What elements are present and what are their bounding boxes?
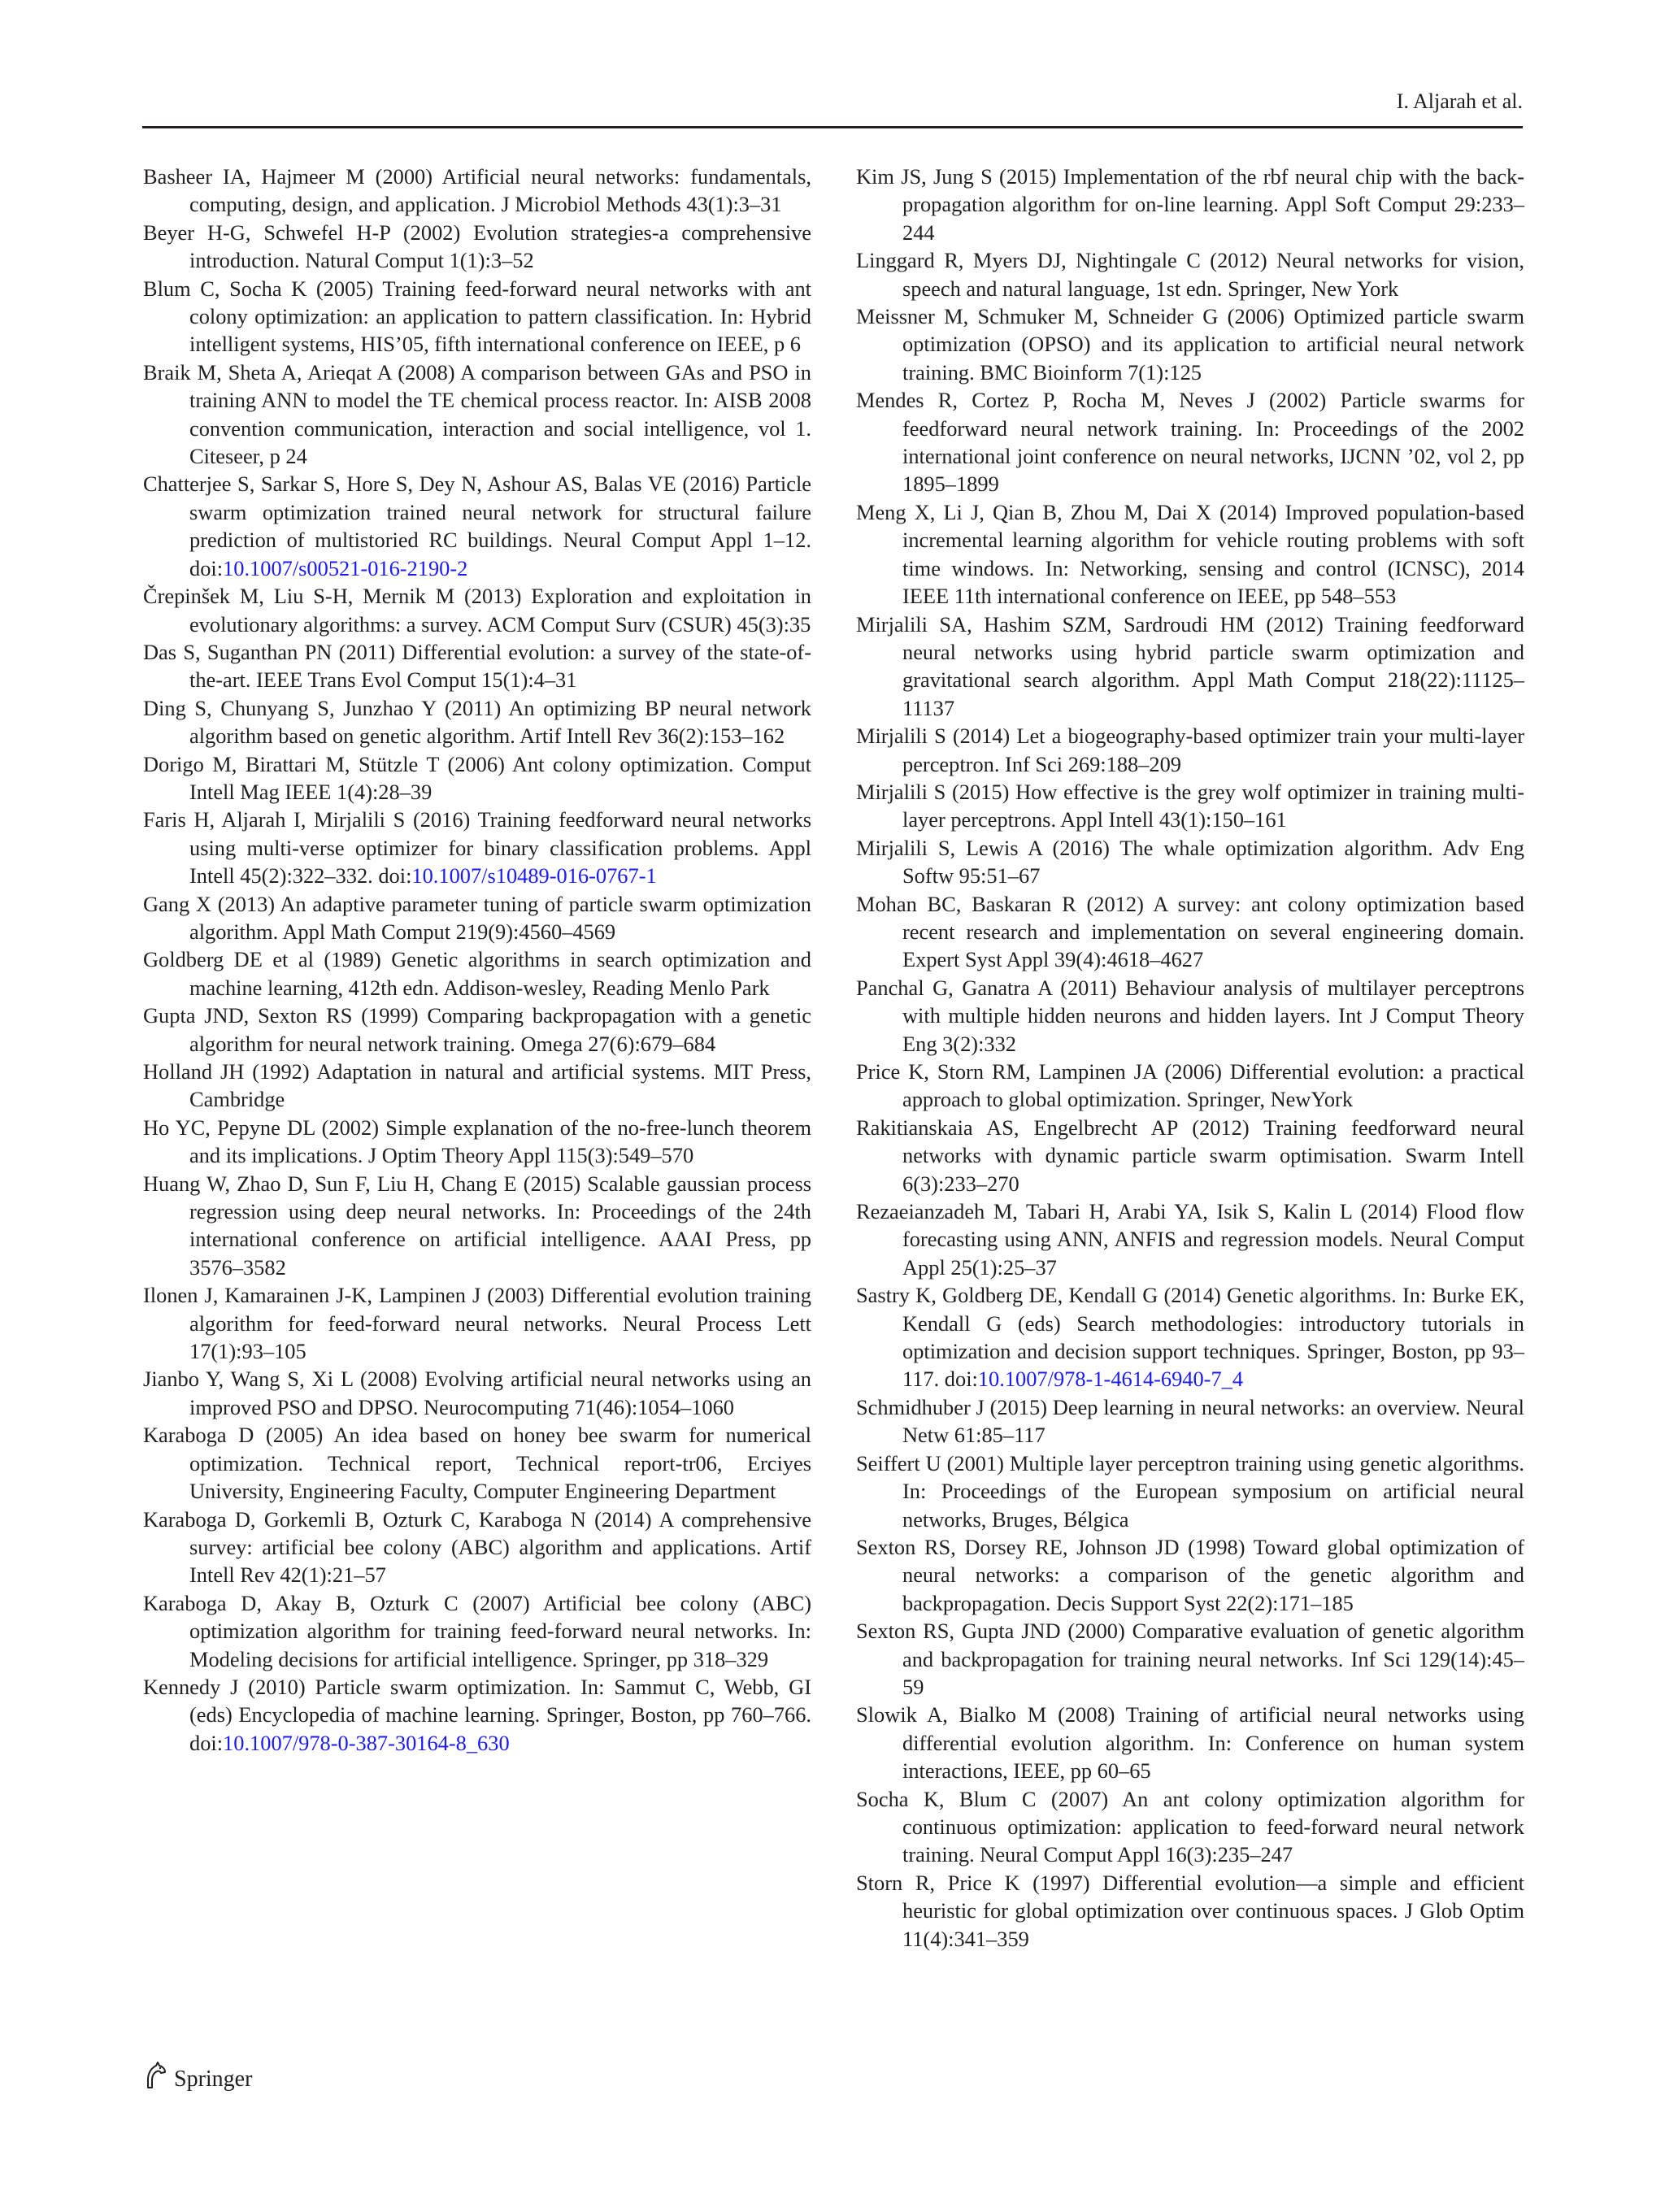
reference-text: Basheer IA, Hajmeer M (2000) Artificial neural networks: fundamentals, computing, design, and application. J Microbiol Methods 43(1):3–31	[143, 164, 811, 217]
reference-entry	[856, 974, 1524, 1058]
reference-text: Meissner M, Schmuker M, Schneider G (2006) Optimized particle swarm optimization (OPSO) and its application to artificial neural network training. BMC Bioinform 7(1):125	[856, 304, 1524, 385]
reference-text: Das S, Suganthan PN (2011) Differential evolution: a survey of the state-of-the-art. IEEE Trans Evol Comput 15(1):4–31	[143, 639, 811, 693]
reference-entry	[856, 1281, 1524, 1393]
reference-text: Faris H, Aljarah I, Mirjalili S (2016) Training feedforward neural networks using multi-verse optimizer for binary classification problems. Appl Intell 45(2):322–332. doi:	[143, 807, 811, 889]
reference-entry	[856, 498, 1524, 611]
reference-entry	[143, 945, 811, 1002]
header-rule	[142, 126, 1523, 128]
reference-text: Linggard R, Myers DJ, Nightingale C (2012) Neural networks for vision, speech and natural language, 1st edn. Springer, New York	[856, 248, 1524, 301]
reference-text: Huang W, Zhao D, Sun F, Liu H, Chang E (2015) Scalable gaussian process regression using deep neural networks. In: Proceedings of the 24th international conference on artificial intelligence. AAAI Press, pp 3576–3582	[143, 1171, 811, 1280]
reference-text: Storn R, Price K (1997) Differential evolution—a simple and efficient heuristic for global optimization over continuous spaces. J Glob Optim 11(4):341–359	[856, 1870, 1524, 1951]
reference-text: Ding S, Chunyang S, Junzhao Y (2011) An optimizing BP neural network algorithm based on genetic algorithm. Artif Intell Rev 36(2):153–162	[143, 695, 811, 749]
reference-text: Kim JS, Jung S (2015) Implementation of the rbf neural chip with the back-propagation algorithm for on-line learning. Appl Soft Comput 29:233–244	[856, 164, 1524, 245]
reference-entry	[856, 1058, 1524, 1114]
reference-text: Holland JH (1992) Adaptation in natural and artificial systems. MIT Press, Cambridge	[143, 1059, 811, 1112]
reference-text: Slowik A, Bialko M (2008) Training of artificial neural networks using differential evolution algorithm. In: Conference on human system interactions, IEEE, pp 60–65	[856, 1702, 1524, 1784]
doi-link[interactable]: 10.1007/s00521-016-2190-2	[223, 555, 468, 580]
reference-entry	[143, 806, 811, 889]
reference-text: Ilonen J, Kamarainen J-K, Lampinen J (2003) Differential evolution training algorithm for feed-forward neural networks. Neural Process Lett 17(1):93–105	[143, 1283, 811, 1364]
reference-entry	[143, 1365, 811, 1421]
reference-text: Mirjalili S (2014) Let a biogeography-based optimizer train your multi-layer perceptron. Inf Sci 269:188–209	[856, 724, 1524, 776]
reference-text: Mendes R, Cortez P, Rocha M, Neves J (2002) Particle swarms for feedforward neural network training. In: Proceedings of the 2002 international joint conference on neural networks, IJCNN ’02, vol 2, pp 1895–1899	[856, 388, 1524, 497]
reference-entry	[143, 1002, 811, 1058]
reference-text: Beyer H-G, Schwefel H-P (2002) Evolution strategies-a comprehensive introduction. Natural Comput 1(1):3–52	[143, 219, 811, 273]
reference-text: Socha K, Blum C (2007) An ant colony optimization algorithm for continuous optimization: application to feed-forward neural network training. Neural Comput Appl 16(3):235–247	[856, 1786, 1524, 1867]
reference-entry	[143, 638, 811, 694]
reference-column-left	[143, 163, 811, 1757]
reference-text: Kennedy J (2010) Particle swarm optimization. In: Sammut C, Webb, GI (eds) Encyclopedia of machine learning. Springer, Boston, pp 760–766. doi:	[143, 1674, 811, 1755]
reference-entry	[143, 163, 811, 219]
reference-text: Blum C, Socha K (2005) Training feed-forward neural networks with ant colony optimization: an application to pattern classification. In: Hybrid intelligent systems, HIS’05, fifth international conference on IEEE, p 6	[143, 276, 811, 357]
reference-entry	[856, 1785, 1524, 1869]
reference-entry	[856, 246, 1524, 302]
reference-text: Seiffert U (2001) Multiple layer perceptron training using genetic algorithms. In: Proceedings of the European symposium on artificial neural networks, Bruges, Bélgica	[856, 1450, 1524, 1532]
reference-text: Mirjalili S (2015) How effective is the grey wolf optimizer in training multi-layer perceptrons. Appl Intell 43(1):150–161	[856, 779, 1524, 832]
reference-text: Mohan BC, Baskaran R (2012) A survey: ant colony optimization based recent research and implementation on several engineering domain. Expert Syst Appl 39(4):4618–4627	[856, 891, 1524, 972]
reference-entry	[856, 1701, 1524, 1784]
reference-entry	[856, 1197, 1524, 1281]
reference-entry	[143, 750, 811, 806]
reference-text: Mirjalili S, Lewis A (2016) The whale optimization algorithm. Adv Eng Softw 95:51–67	[856, 835, 1524, 889]
reference-text: Braik M, Sheta A, Arieqat A (2008) A comparison between GAs and PSO in training ANN to model the TE chemical process reactor. In: AISB 2008 convention communication, interaction and social intelligence, vol 1. Citeseer, p 24	[143, 359, 811, 469]
reference-entry	[856, 1114, 1524, 1197]
reference-entry	[143, 1421, 811, 1505]
reference-entry	[856, 1449, 1524, 1533]
reference-entry	[143, 1281, 811, 1365]
reference-entry	[856, 1617, 1524, 1701]
springer-horse-icon	[143, 2062, 174, 2097]
reference-text: Sastry K, Goldberg DE, Kendall G (2014) Genetic algorithms. In: Burke EK, Kendall G (eds) Search methodologies: introductory tutorials in optimization and decision support techniques. Springer, Boston, pp 93–117. doi:	[856, 1283, 1524, 1392]
reference-entry	[856, 778, 1524, 834]
reference-text: Panchal G, Ganatra A (2011) Behaviour analysis of multilayer perceptrons with multiple hidden neurons and hidden layers. Int J Comput Theory Eng 3(2):332	[856, 975, 1524, 1056]
reference-text: Rezaeianzadeh M, Tabari H, Arabi YA, Isik S, Kalin L (2014) Flood flow forecasting using ANN, ANFIS and regression models. Neural Comput Appl 25(1):25–37	[856, 1199, 1524, 1280]
reference-text: Chatterjee S, Sarkar S, Hore S, Dey N, Ashour AS, Balas VE (2016) Particle swarm optimization trained neural network for structural failure prediction of multistoried RC buildings. Neural Comput Appl 1–12. doi:	[143, 472, 811, 580]
reference-entry	[856, 386, 1524, 498]
reference-text: Karaboga D (2005) An idea based on honey bee swarm for numerical optimization. Technical report, Technical report-tr06, Erciyes University, Engineering Faculty, Computer Engineering Department	[143, 1423, 811, 1504]
reference-text: Schmidhuber J (2015) Deep learning in neural networks: an overview. Neural Netw 61:85–117	[856, 1394, 1524, 1448]
reference-text: Karaboga D, Akay B, Ozturk C (2007) Artificial bee colony (ABC) optimization algorithm for training feed-forward neural networks. In: Modeling decisions for artificial intelligence. Springer, pp 318–329	[143, 1590, 811, 1671]
reference-entry	[143, 1114, 811, 1170]
reference-entry	[856, 834, 1524, 890]
reference-entry	[143, 1170, 811, 1282]
reference-text: Mirjalili SA, Hashim SZM, Sardroudi HM (2012) Training feedforward neural networks using hybrid particle swarm optimization and gravitational search algorithm. Appl Math Comput 218(22):11125–11137	[856, 611, 1524, 720]
reference-text: Meng X, Li J, Qian B, Zhou M, Dai X (2014) Improved population-based incremental learning algorithm for vehicle routing problems with soft time windows. In: Networking, sensing and control (ICNSC), 2014 IEEE 11th international conference on IEEE, pp 548–553	[856, 499, 1524, 609]
reference-entry	[143, 1673, 811, 1757]
doi-link[interactable]: 10.1007/s10489-016-0767-1	[411, 863, 657, 889]
reference-entry	[143, 470, 811, 582]
reference-text: Gang X (2013) An adaptive parameter tuning of particle swarm optimization algorithm. Appl Math Comput 219(9):4560–4569	[143, 891, 811, 944]
reference-text: Price K, Storn RM, Lampinen JA (2006) Differential evolution: a practical approach to global optimization. Springer, NewYork	[856, 1059, 1524, 1112]
doi-link[interactable]: 10.1007/978-1-4614-6940-7_4	[977, 1367, 1244, 1392]
reference-entry	[143, 1589, 811, 1673]
reference-text: Gupta JND, Sexton RS (1999) Comparing backpropagation with a genetic algorithm for neural network training. Omega 27(6):679–684	[143, 1003, 811, 1056]
reference-entry	[856, 890, 1524, 974]
reference-text: Karaboga D, Gorkemli B, Ozturk C, Karaboga N (2014) A comprehensive survey: artificial bee colony (ABC) algorithm and applications. Artif Intell Rev 42(1):21–57	[143, 1506, 811, 1588]
reference-entry	[143, 275, 811, 359]
reference-text: Dorigo M, Birattari M, Stützle T (2006) Ant colony optimization. Comput Intell Mag IEEE 1(4):28–39	[143, 751, 811, 804]
footer	[143, 2062, 252, 2097]
reference-entry	[856, 302, 1524, 386]
doi-link[interactable]: 10.1007/978-0-387-30164-8_630	[223, 1730, 510, 1755]
reference-text: Rakitianskaia AS, Engelbrecht AP (2012) Training feedforward neural networks with dynamic particle swarm optimisation. Swarm Intell 6(3):233–270	[856, 1115, 1524, 1196]
reference-entry	[143, 1058, 811, 1114]
reference-entry	[143, 694, 811, 750]
reference-entry	[856, 722, 1524, 778]
reference-entry	[143, 359, 811, 471]
reference-entry	[143, 582, 811, 638]
running-head: I. Aljarah et al.	[1396, 89, 1523, 113]
reference-entry	[143, 1506, 811, 1589]
reference-text: Sexton RS, Dorsey RE, Johnson JD (1998) Toward global optimization of neural networks: a comparison of the genetic algorithm and backpropagation. Decis Support Syst 22(2):171–185	[856, 1534, 1524, 1615]
reference-entry	[143, 219, 811, 275]
reference-text: Ho YC, Pepyne DL (2002) Simple explanation of the no-free-lunch theorem and its implications. J Optim Theory Appl 115(3):549–570	[143, 1115, 811, 1168]
reference-text: Črepinšek M, Liu S-H, Mernik M (2013) Exploration and exploitation in evolutionary algorithms: a survey. ACM Comput Surv (CSUR) 45(3):35	[143, 584, 811, 637]
reference-entry	[856, 1533, 1524, 1617]
reference-entry	[856, 1869, 1524, 1953]
reference-text: Goldberg DE et al (1989) Genetic algorithms in search optimization and machine learning, 412th edn. Addison-wesley, Reading Menlo Park	[143, 947, 811, 1000]
reference-entry	[143, 890, 811, 946]
reference-column-right	[856, 163, 1524, 1953]
reference-entry	[856, 1393, 1524, 1449]
reference-text: Sexton RS, Gupta JND (2000) Comparative evaluation of genetic algorithm and backpropagation for training neural networks. Inf Sci 129(14):45–59	[856, 1619, 1524, 1699]
publisher-name: Springer	[174, 2066, 253, 2092]
reference-entry	[856, 163, 1524, 246]
reference-text: Jianbo Y, Wang S, Xi L (2008) Evolving artificial neural networks using an improved PSO and DPSO. Neurocomputing 71(46):1054–1060	[143, 1367, 811, 1419]
reference-entry	[856, 611, 1524, 723]
